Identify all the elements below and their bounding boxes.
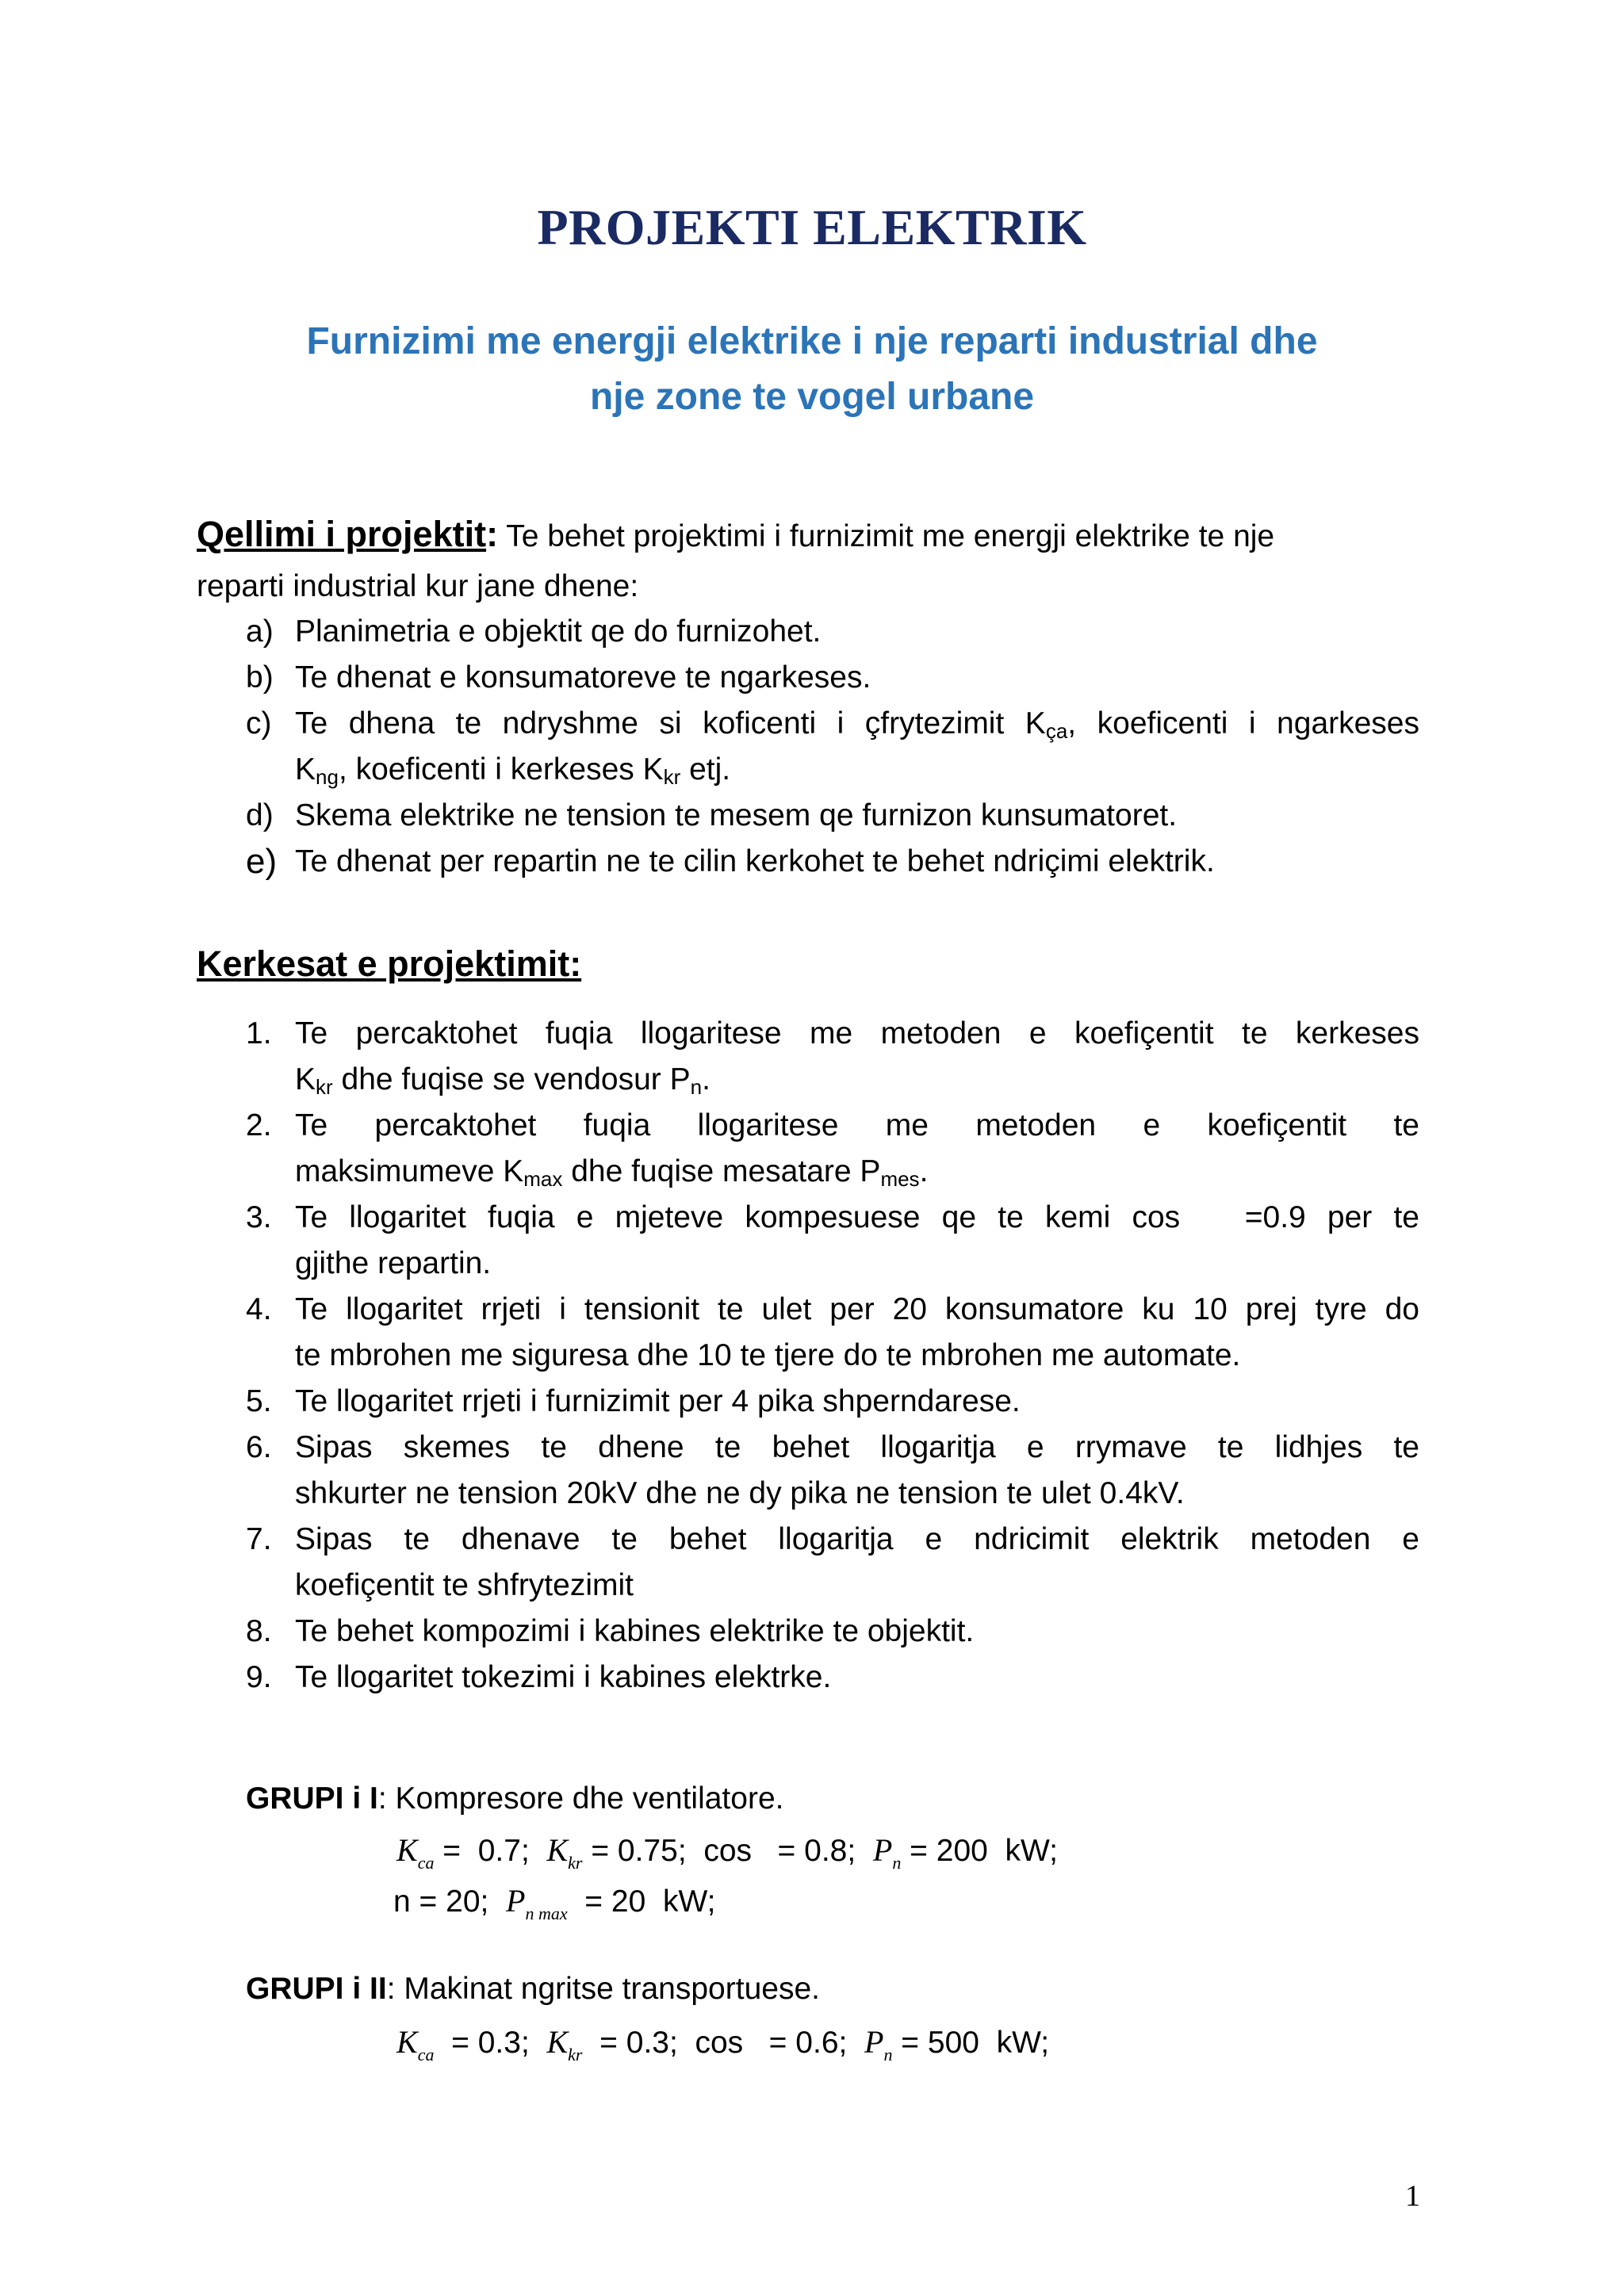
list-item — [246, 1379, 1419, 1425]
subscript: n — [690, 1075, 703, 1099]
list-item-text: Te llogaritet tokezimi i kabines elektrke. — [295, 1660, 832, 1694]
subscript: kr — [663, 765, 681, 789]
list-marker: d) — [246, 798, 274, 832]
text-run: gjithe repartin. — [295, 1246, 492, 1280]
text-run: koefiçentit te shfrytezimit — [295, 1568, 634, 1602]
list-marker: 2. — [246, 1108, 272, 1142]
formula-text: = 0.3; — [434, 2026, 547, 2060]
list-item — [246, 1103, 1419, 1195]
formula-text: n = 20; — [393, 1885, 507, 1919]
page-title: PROJEKTI ELEKTRIK — [537, 199, 1087, 255]
text-run: . — [919, 1154, 929, 1188]
subscript: mes — [880, 1167, 920, 1191]
subscript: ça — [1045, 719, 1068, 743]
text-run: dhe fuqise se vendosur P — [332, 1062, 691, 1096]
formula-symbol: K — [396, 1832, 418, 1868]
purpose-intro-text: Te behet projektimi i furnizimit me energji elektrike te nje — [498, 519, 1275, 553]
group-1-formula-1 — [396, 1831, 1058, 1873]
requirements-heading: Kerkesat e projektimit: — [197, 943, 582, 984]
list-marker: 6. — [246, 1430, 272, 1464]
list-marker: 9. — [246, 1660, 272, 1694]
list-item — [246, 1609, 1419, 1655]
formula-symbol: K — [396, 2024, 418, 2060]
list-marker: a) — [246, 614, 274, 649]
list-item-text — [295, 1425, 1419, 1517]
list-item-text: Te dhenat e konsumatoreve te ngarkeses. — [295, 660, 871, 695]
text-run: Te percaktohet fuqia llogaritese me metoden e koefiçentit te kerkeses — [295, 1016, 1419, 1050]
text-run: K — [295, 752, 316, 786]
list-marker: 4. — [246, 1292, 272, 1326]
list-marker: 3. — [246, 1200, 272, 1234]
group-label: GRUPI i II — [246, 1972, 387, 2006]
group-2-heading — [246, 1966, 820, 2012]
text-run: Te dhena te ndryshme si koficenti i çfrytezimit K — [295, 706, 1046, 740]
formula-text: = 200 kW; — [901, 1834, 1058, 1868]
purpose-list — [246, 609, 1419, 885]
formula-symbol: K — [546, 2024, 569, 2060]
subtitle-line-1: Furnizimi me energji elektrike i nje reparti industrial dhe — [306, 320, 1318, 362]
formula-text: = 0.3; cos = 0.6; — [582, 2026, 865, 2060]
list-item — [246, 1425, 1419, 1517]
group-label: GRUPI i I — [246, 1781, 378, 1816]
subscript: ng — [316, 765, 339, 789]
formula-symbol: K — [546, 1832, 569, 1868]
list-item — [246, 655, 1419, 701]
group-1-heading — [246, 1776, 783, 1822]
text-run: Te llogaritet rrjeti i tensionit te ulet per 20 konsumatore ku 10 prej tyre do — [295, 1292, 1419, 1326]
formula-subscript: ca — [417, 1853, 435, 1873]
formula-subscript: kr — [568, 2045, 583, 2064]
text-run: Sipas te dhenave te behet llogaritja e ndricimit elektrik metoden e — [295, 1522, 1419, 1556]
list-item-text — [295, 1103, 1419, 1195]
formula-text: = 500 kW; — [892, 2026, 1050, 2060]
list-marker: e) — [246, 842, 278, 881]
text-run: te mbrohen me siguresa dhe 10 te tjere do te mbrohen me automate. — [295, 1338, 1241, 1372]
list-item-text — [295, 1287, 1419, 1379]
formula-symbol: P — [872, 1832, 893, 1868]
list-item-text: Te dhenat per repartin ne te cilin kerkohet te behet ndriçimi elektrik. — [295, 844, 1215, 878]
list-item-text — [295, 1011, 1419, 1103]
group-description: : Makinat ngritse transportuese. — [386, 1972, 820, 2006]
group-1-formula-2 — [393, 1882, 716, 1923]
list-item-text: Skema elektrike ne tension te mesem qe furnizon kunsumatoret. — [295, 798, 1178, 832]
list-item — [246, 1287, 1419, 1379]
purpose-heading: Qellimi i projektit — [197, 514, 487, 554]
list-marker: 8. — [246, 1614, 272, 1648]
text-run: etj. — [680, 752, 731, 786]
text-run: maksimumeve K — [295, 1154, 524, 1188]
formula-subscript: n — [892, 1853, 902, 1873]
list-marker: 7. — [246, 1522, 272, 1556]
list-item — [246, 1517, 1419, 1609]
purpose-intro-line-1 — [197, 511, 1274, 560]
list-marker: 5. — [246, 1384, 272, 1418]
list-item — [246, 1655, 1419, 1701]
list-item — [246, 1195, 1419, 1287]
formula-symbol: P — [864, 2024, 884, 2060]
list-marker: b) — [246, 660, 274, 695]
text-run: , koeficenti i ngarkeses — [1067, 706, 1419, 740]
text-run: shkurter ne tension 20kV dhe ne dy pika ne tension te ulet 0.4kV. — [295, 1476, 1185, 1510]
formula-subscript: n max — [525, 1904, 568, 1923]
formula-subscript: n — [883, 2045, 893, 2064]
requirements-list — [246, 1011, 1419, 1701]
list-item — [246, 609, 1419, 655]
list-marker: 1. — [246, 1016, 272, 1050]
formula-text: = 20 kW; — [567, 1885, 716, 1919]
text-run: , koeficenti i kerkeses K — [338, 752, 664, 786]
list-item-text — [295, 1517, 1419, 1609]
purpose-colon: : — [486, 514, 499, 554]
page-number: 1 — [1405, 2179, 1420, 2213]
formula-subscript: kr — [568, 1853, 583, 1873]
list-item-text — [295, 701, 1419, 793]
list-marker: c) — [246, 706, 272, 740]
group-description: : Kompresore dhe ventilatore. — [377, 1781, 784, 1816]
list-item-text: Te behet kompozimi i kabines elektrike te objektit. — [295, 1614, 975, 1648]
purpose-intro-line-2: reparti industrial kur jane dhene: — [197, 569, 639, 603]
list-item-text: Te llogaritet rrjeti i furnizimit per 4 pika shperndarese. — [295, 1384, 1021, 1418]
formula-text: = 0.7; — [434, 1834, 547, 1868]
text-run: Te percaktohet fuqia llogaritese me metoden e koefiçentit te — [295, 1108, 1419, 1142]
list-item-text: Planimetria e objektit qe do furnizohet. — [295, 614, 822, 649]
list-item — [246, 839, 1419, 885]
list-item — [246, 1011, 1419, 1103]
text-run: Sipas skemes te dhene te behet llogaritja e rrymave te lidhjes te — [295, 1430, 1419, 1464]
text-run: dhe fuqise mesatare P — [562, 1154, 881, 1188]
formula-subscript: ca — [417, 2045, 435, 2064]
text-run: Te llogaritet fuqia e mjeteve kompesuese qe te kemi cos =0.9 per te — [295, 1200, 1419, 1234]
text-run: K — [295, 1062, 316, 1096]
group-2-formula-1 — [396, 2023, 1050, 2064]
subscript: kr — [316, 1075, 333, 1099]
list-item-text — [295, 1195, 1419, 1287]
list-item — [246, 793, 1419, 839]
subtitle-line-2: nje zone te vogel urbane — [589, 376, 1035, 418]
subscript: max — [523, 1167, 563, 1191]
text-run: . — [702, 1062, 710, 1096]
list-item — [246, 701, 1419, 793]
formula-symbol: P — [506, 1883, 526, 1919]
formula-text: = 0.75; cos = 0.8; — [582, 1834, 873, 1868]
